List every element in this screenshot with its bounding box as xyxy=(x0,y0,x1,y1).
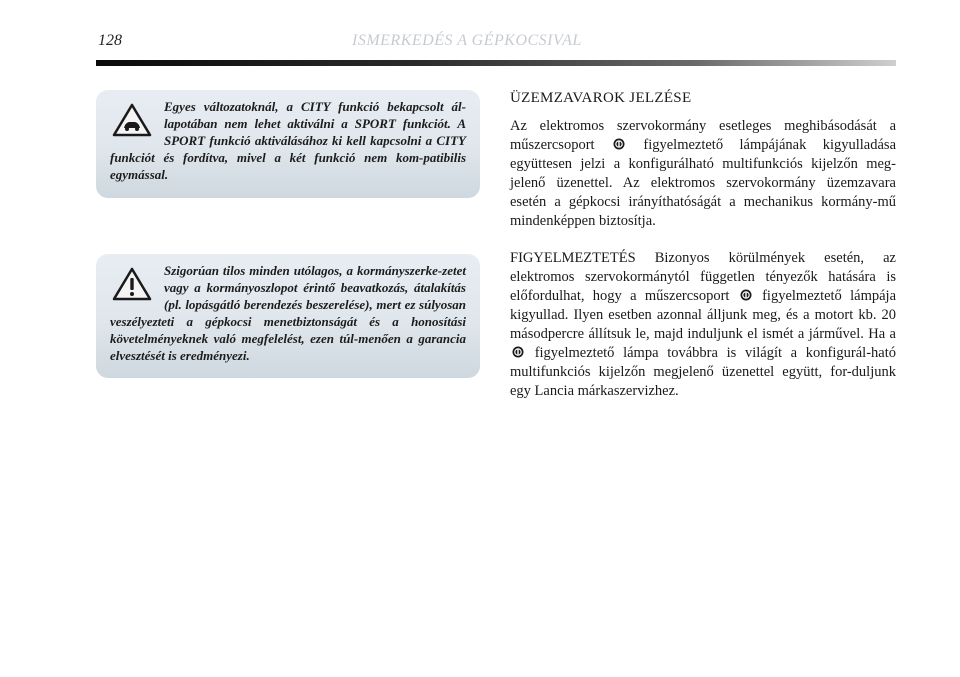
paragraph-malfunction xyxy=(510,117,896,231)
steering-warning-lamp-icon xyxy=(740,289,752,301)
paragraph-warning xyxy=(510,249,896,401)
text-fragment: figyelmeztető lámpa továbbra is világít a konfigurál-ható multifunkciós kijelzőn megjelenő üzenettel együtt, for-duljunk egy Lancia márkaszervizhez. xyxy=(510,345,896,399)
page-number: 128 xyxy=(98,32,122,49)
text-fragment: Az elektromos szervokormány esetleges meghibásodását a műszercsoport xyxy=(510,118,896,153)
car-warning-icon xyxy=(112,102,152,138)
running-header: ISMERKEDÉS A GÉPKOCSIVAL xyxy=(352,32,582,49)
text-fragment: figyelmeztető lámpájának kigyulladása együttesen jelzi a konfigurálható multifunkciós kijelzőn meg-jelenő üzenettel. Az elektromos szervokormány üzemzavara esetén a gépkocsi irányíthatóságát a mechanikus kormány-mű mindenképpen biztosítja. xyxy=(510,137,897,229)
warning-box-steering-modification xyxy=(96,254,480,378)
warning-text: Szigorúan tilos minden utólagos, a kormányszerke-zetet vagy a kormányoszlopot érintő beavatkozás, átalakítás (pl. lopásgátló berendezés beszerelése), mert ez súlyosan veszélyezteti a gépkocsi menetbiztonságát és a honosítási követelményeknek való megfelelést, ezen túl-menően a garancia elvesztését is eredményezi. xyxy=(110,263,466,363)
warning-box-city-sport xyxy=(96,90,480,198)
steering-warning-lamp-icon xyxy=(613,138,625,150)
section-title: ÜZEMZAVAROK JELZÉSE xyxy=(510,90,692,106)
exclamation-triangle-icon xyxy=(112,266,152,302)
text-fragment: FIGYELMEZTETÉS Bizonyos körülmények esetén, az elektromos szervokormánytól független tényezők hatására is előfordulhat, hogy a műszercsoport xyxy=(510,250,896,304)
header-rule xyxy=(96,60,896,66)
text-fragment: figyelmeztető lámpája kigyullad. Ilyen esetben azonnal álljunk meg, és a motort kb. 20 másodpercre állítsuk le, majd induljunk el ismét a járművel. Ha a xyxy=(510,288,897,342)
main-content xyxy=(510,90,896,419)
steering-warning-lamp-icon xyxy=(512,346,524,358)
warning-text: Egyes változatoknál, a CITY funkció bekapcsolt ál-lapotában nem lehet aktiválni a SPORT funkciót. A SPORT funkció aktiválásához ki kell kapcsolni a CITY funkciót és fordítva, mivel a két funkció nem kom-patibilis egymással. xyxy=(110,99,466,182)
